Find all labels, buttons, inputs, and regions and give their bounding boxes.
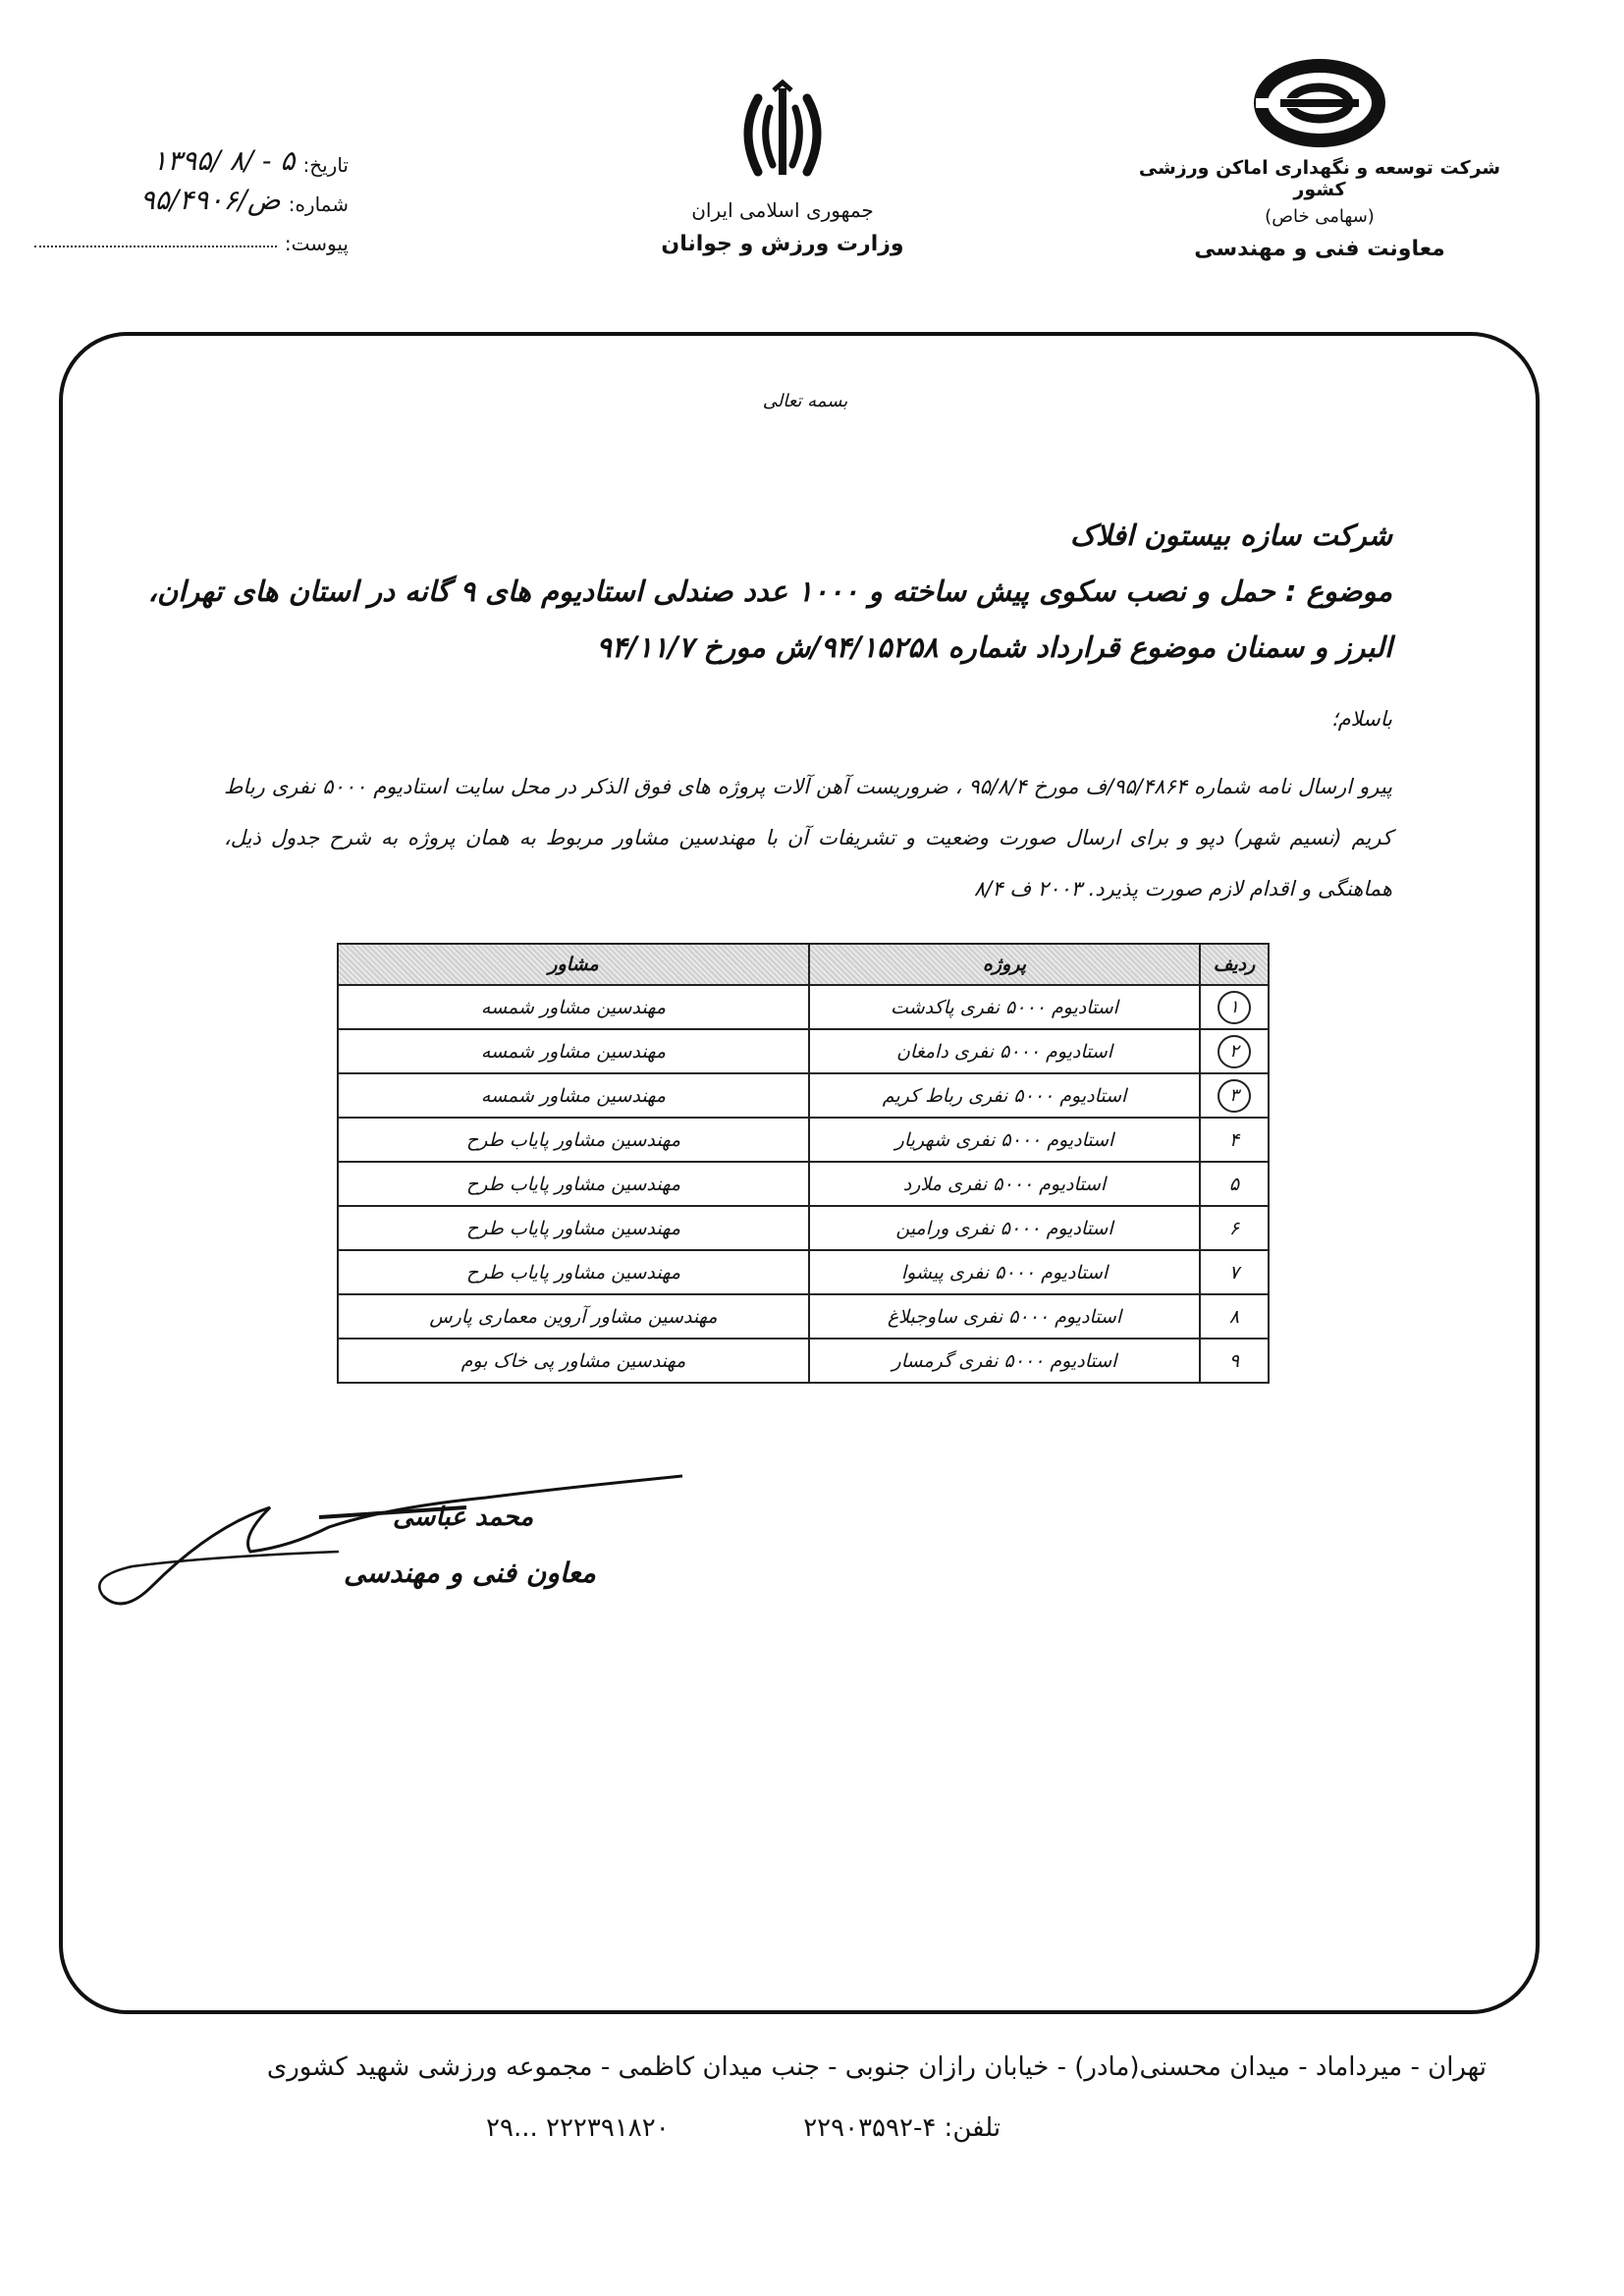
header-project: پروژه [809,944,1200,985]
row-project: استادیوم ۵۰۰۰ نفری پاکدشت [809,985,1200,1029]
signer-title: معاون فنی و مهندسی [344,1557,596,1589]
row-project: استادیوم ۵۰۰۰ نفری رباط کریم [809,1073,1200,1118]
table-row [338,1073,1269,1118]
company-name: شرکت توسعه و نگهداری اماکن ورزشی کشور [1138,157,1501,200]
department-name: معاونت فنی و مهندسی [1194,237,1445,261]
company-header [1133,59,1506,261]
attachment-row [34,216,349,255]
company-logo-icon [1251,59,1388,147]
handwritten-signature [93,1468,702,1615]
row-number [1200,1073,1269,1118]
row-number-text: ۴ [1228,1128,1240,1151]
table-body [338,985,1269,1383]
row-consultant: مهندسین مشاور پی خاک بوم [338,1339,809,1383]
table-row [338,1029,1269,1073]
table-row [338,1250,1269,1294]
footer-tel: تلفن: ۴-۲۲۹۰۳۵۹۲ [803,2113,1001,2143]
number-value: ۹۵/۴۹۰۶/ض [139,184,281,216]
row-number [1200,1162,1269,1206]
row-number-text: ۷ [1228,1261,1240,1284]
number-label: شماره: [288,192,349,216]
row-project: استادیوم ۵۰۰۰ نفری گرمسار [809,1339,1200,1383]
row-number [1200,1206,1269,1250]
attachment-blank [34,246,277,247]
ministry-name: وزارت ورزش و جوانان [661,232,904,256]
iran-emblem-icon [729,79,837,187]
greeting: باسلام؛ [1330,707,1392,731]
header-consultant: مشاور [338,944,809,985]
number-row [34,177,349,216]
date-row [34,137,349,177]
table-header-row [338,944,1269,985]
row-project: استادیوم ۵۰۰۰ نفری پیشوا [809,1250,1200,1294]
row-number [1200,1339,1269,1383]
row-consultant: مهندسین مشاور پایاب طرح [338,1162,809,1206]
row-project: استادیوم ۵۰۰۰ نفری ساوجبلاغ [809,1294,1200,1339]
row-number [1200,1250,1269,1294]
row-number [1200,1029,1269,1073]
row-number-text: ۶ [1228,1217,1240,1239]
table-row [338,1206,1269,1250]
footer-fax: ۲۲۲۳۹۱۸۲۰ ...۲۹ [486,2113,670,2143]
row-consultant: مهندسین مشاور شمسه [338,985,809,1029]
row-project: استادیوم ۵۰۰۰ نفری ورامین [809,1206,1200,1250]
row-number [1200,1294,1269,1339]
table-row [338,985,1269,1029]
basmala: بسمه تعالی [762,391,848,411]
date-value: ۱۳۹۵/ ۸/ - ۵ [152,144,296,177]
circled-row-number: ۱ [1218,991,1251,1024]
letter-meta [34,137,349,255]
footer-contact [486,2113,1001,2143]
header-no: ردیف [1200,944,1269,985]
subject-line-1: موضوع : حمل و نصب سکوی پیش ساخته و ۱۰۰۰ عدد صندلی استادیوم های ۹ گانه در استان های تهران، [147,574,1392,608]
ministry-header [616,79,949,256]
row-number-text: ۹ [1228,1349,1240,1372]
row-number [1200,985,1269,1029]
circled-row-number: ۲ [1218,1035,1251,1068]
date-label: تاریخ: [302,153,349,177]
table-row [338,1294,1269,1339]
row-consultant: مهندسین مشاور پایاب طرح [338,1118,809,1162]
row-number-text: ۵ [1228,1173,1240,1195]
subject-line-2: البرز و سمنان موضوع قرارداد شماره ۹۴/۱۵۲۵۸/ش مورخ ۹۴/۱۱/۷ [596,630,1392,664]
letter-body: پیرو ارسال نامه شماره ۹۵/۴۸۶۴/ف مورخ ۹۵/۸/۴ ، ضروریست آهن آلات پروژه های فوق الذکر در محل سایت استادیوم ۵۰۰۰ نفری رباط کریم (نسیم شهر) دپو و برای ارسال صورت وضعیت و تشریفات آن با مهندسین مشاور مربوط به همان پروژه به شرح جدول ذیل، هماهنگی و اقدام لازم صورت پذیرد. ۲۰۰۳ ف ۸/۴ [224,775,1392,901]
republic-name: جمهوری اسلامی ایران [691,198,874,222]
attachment-label: پیوست: [284,232,349,255]
signer-name: محمد عباسی [393,1503,534,1532]
row-number [1200,1118,1269,1162]
row-number-text: ۸ [1228,1305,1240,1328]
recipient: شرکت سازه بیستون افلاک [1069,519,1392,552]
row-consultant: مهندسین مشاور شمسه [338,1073,809,1118]
row-consultant: مهندسین مشاور شمسه [338,1029,809,1073]
table-row [338,1339,1269,1383]
circled-row-number: ۳ [1218,1079,1251,1113]
row-consultant: مهندسین مشاور پایاب طرح [338,1250,809,1294]
row-consultant: مهندسین مشاور آروین معماری پارس [338,1294,809,1339]
row-consultant: مهندسین مشاور پایاب طرح [338,1206,809,1250]
table-row [338,1118,1269,1162]
footer-address: تهران - میرداماد - میدان محسنی(مادر) - خیابان رازان جنوبی - جنب میدان کاظمی - مجموعه ورزشی شهید کشوری [266,2052,1487,2082]
company-type: (سهامی خاص) [1265,206,1375,227]
row-project: استادیوم ۵۰۰۰ نفری ملارد [809,1162,1200,1206]
row-project: استادیوم ۵۰۰۰ نفری شهریار [809,1118,1200,1162]
row-project: استادیوم ۵۰۰۰ نفری دامغان [809,1029,1200,1073]
projects-table [337,943,1270,1384]
table-row [338,1162,1269,1206]
